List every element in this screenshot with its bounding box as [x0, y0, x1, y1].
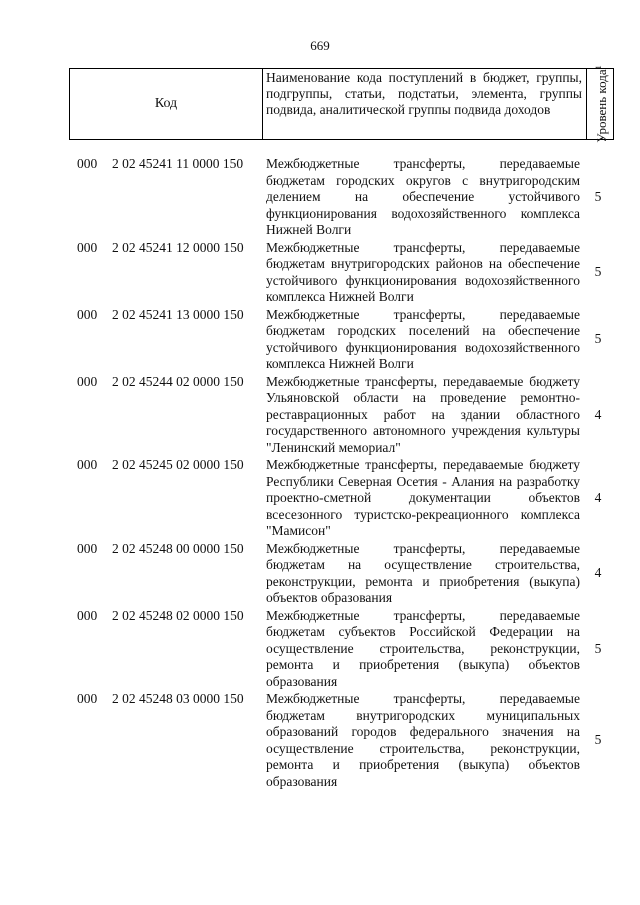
- row-code: 2 02 45245 02 0000 150: [112, 457, 244, 472]
- row-level: 4: [594, 490, 602, 505]
- row-code: 2 02 45241 11 0000 150: [112, 156, 244, 171]
- table-row: [0, 691, 640, 790]
- row-code: 2 02 45248 03 0000 150: [112, 691, 244, 706]
- row-level: 5: [594, 264, 602, 280]
- page-number: 669: [310, 38, 330, 53]
- row-code: 2 02 45248 02 0000 150: [112, 607, 244, 623]
- table-row: [0, 240, 640, 306]
- row-prefix: 000: [77, 607, 98, 623]
- table-row: [0, 457, 640, 540]
- header-code-cell: Код: [70, 69, 263, 139]
- row-code: 2 02 45244 02 0000 150: [112, 373, 244, 389]
- row-prefix: 000: [77, 156, 98, 171]
- row-prefix: 000: [77, 540, 98, 556]
- row-level: 4: [594, 565, 602, 581]
- header-level-cell: [587, 65, 613, 143]
- row-level: 4: [594, 406, 602, 422]
- row-name: Межбюджетные трансферты, передаваемые бюджетам внутригородских районов на обеспечение устойчивого функционирования водохозяйственного комплекса Нижней Волги: [266, 239, 580, 304]
- row-prefix: 000: [77, 239, 98, 255]
- header-level-label: Уровень кода$^1$: [593, 65, 610, 143]
- row-prefix: 000: [77, 691, 98, 706]
- row-level: 5: [594, 732, 602, 748]
- row-name: Межбюджетные трансферты, передаваемые бюджетам городских поселений на обеспечение устойчивого функционирования водохозяйственного комплекса Нижней Волги: [266, 306, 580, 371]
- row-name: Межбюджетные трансферты, передаваемые бюджетам городских округов с внутригородским делением на обеспечение устойчивого функционирования водохозяйственного комплекса Нижней Волги: [266, 156, 580, 237]
- row-code: 2 02 45241 13 0000 150: [112, 306, 244, 322]
- row-name: Межбюджетные трансферты, передаваемые бюджетам внутригородских муниципальных образований городов федерального значения на осуществление строительства, реконструкции, ремонта и приобретения (выкупа) объектов образования: [266, 691, 580, 789]
- table-row: [0, 541, 640, 607]
- row-code: 2 02 45248 00 0000 150: [112, 540, 244, 556]
- row-name: Межбюджетные трансферты, передаваемые бюджетам на осуществление строительства, реконструкции, ремонта и приобретения (выкупа) объектов образования: [266, 540, 580, 605]
- row-level: 5: [594, 640, 602, 656]
- table-row: [0, 608, 640, 691]
- header-name-cell: Наименование кода поступлений в бюджет, группы, подгруппы, статьи, подстатьи, элемента, группы подвида, аналитической группы подвида доходов: [263, 69, 587, 139]
- row-level: 5: [594, 189, 602, 204]
- table-row: [0, 374, 640, 457]
- footnote-marker: 1: [593, 65, 603, 70]
- table-row: [0, 156, 640, 239]
- row-name: Межбюджетные трансферты, передаваемые бюджетам субъектов Российской Федерации на осуществление строительства, реконструкции, ремонта и приобретения (выкупа) объектов образования: [266, 607, 580, 689]
- table-body: [0, 156, 640, 790]
- row-level: 5: [594, 331, 602, 347]
- row-prefix: 000: [77, 373, 98, 389]
- table-header: [69, 65, 614, 143]
- row-prefix: 000: [77, 306, 98, 322]
- row-name: Межбюджетные трансферты, передаваемые бюджету Республики Северная Осетия - Алания на разработку проектно-сметной документации объектов всесезонного туристско-рекреационного комплекса "Мамисон": [266, 457, 580, 538]
- row-prefix: 000: [77, 457, 98, 472]
- row-name: Межбюджетные трансферты, передаваемые бюджету Ульяновской области на проведение ремонтно-реставрационных работ на здании областного государственного автономного учреждения культуры "Ленинский мемориал": [266, 373, 580, 455]
- table-row: [0, 307, 640, 373]
- row-code: 2 02 45241 12 0000 150: [112, 239, 244, 255]
